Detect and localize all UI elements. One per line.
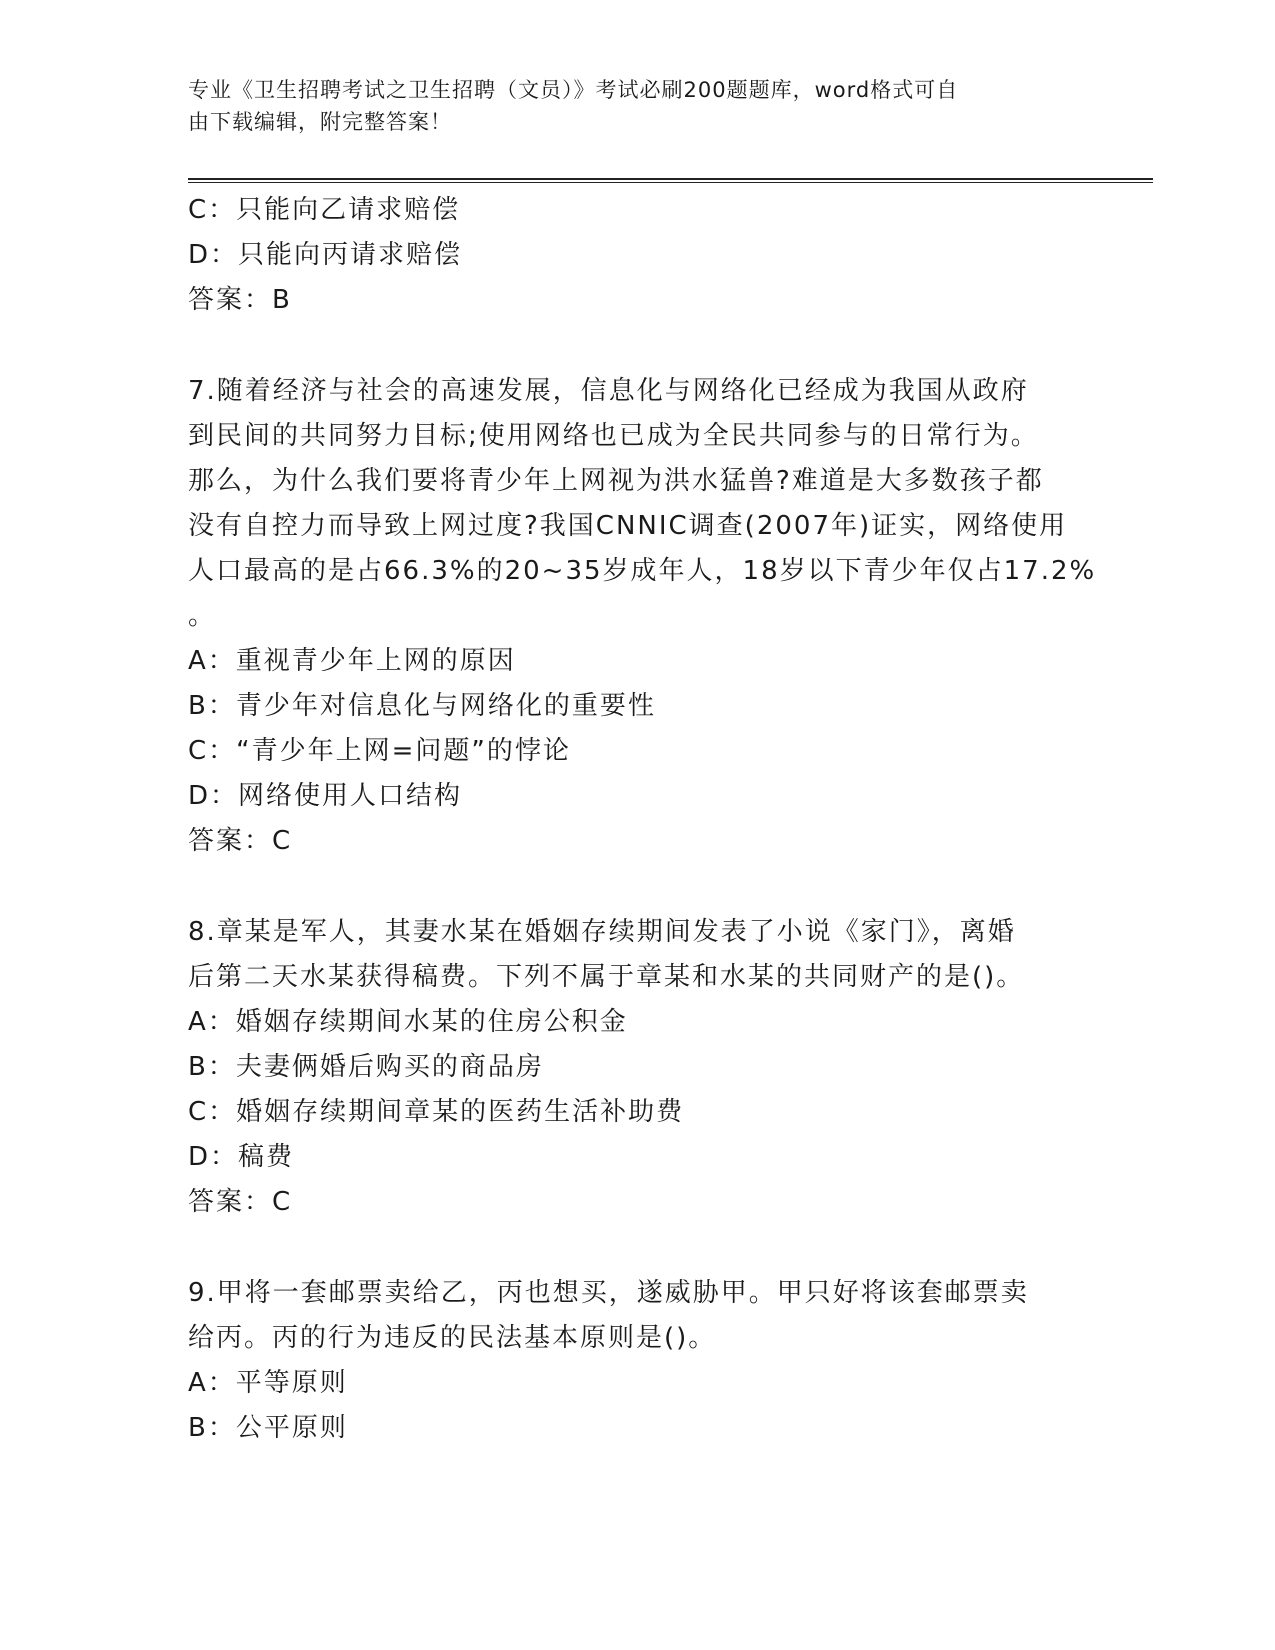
question-text-line: 7.随着经济与社会的高速发展，信息化与网络化已经成为我国从政府 — [188, 376, 1029, 406]
option-c: C：只能向乙请求赔偿 — [188, 195, 461, 225]
question-text-line: 。 — [188, 601, 217, 631]
answer-line: 答案：B — [188, 285, 292, 315]
option-a: A：婚姻存续期间水某的住房公积金 — [188, 1007, 628, 1037]
option-a: A：重视青少年上网的原因 — [188, 646, 516, 676]
question-text-line: 人口最高的是占66.3%的20~35岁成年人，18岁以下青少年仅占17.2% — [188, 556, 1097, 586]
question-text-line: 那么，为什么我们要将青少年上网视为洪水猛兽?难道是大多数孩子都 — [188, 466, 1044, 496]
option-c: C：“青少年上网=问题”的悖论 — [188, 736, 571, 766]
header-divider — [188, 178, 1153, 183]
option-b: B：夫妻俩婚后购买的商品房 — [188, 1052, 544, 1082]
option-b: B：公平原则 — [188, 1413, 348, 1443]
document-body — [188, 188, 1097, 1451]
option-c: C：婚姻存续期间章某的医药生活补助费 — [188, 1097, 685, 1127]
answer-line: 答案：C — [188, 1187, 293, 1217]
option-b: B：青少年对信息化与网络化的重要性 — [188, 691, 656, 721]
question-7 — [188, 369, 1097, 864]
question-text-line: 后第二天水某获得稿费。下列不属于章某和水某的共同财产的是()。 — [188, 962, 1025, 992]
document-header — [188, 74, 1068, 138]
question-text-line: 没有自控力而导致上网过度?我国CNNIC调查(2007年)证实，网络使用 — [188, 511, 1068, 541]
option-d: D：稿费 — [188, 1142, 295, 1172]
option-d: D：网络使用人口结构 — [188, 781, 463, 811]
option-a: A：平等原则 — [188, 1368, 348, 1398]
header-line-2: 由下载编辑，附完整答案！ — [188, 110, 452, 134]
question-text-line: 9.甲将一套邮票卖给乙，丙也想买，遂威胁甲。甲只好将该套邮票卖 — [188, 1278, 1029, 1308]
question-8 — [188, 910, 1088, 1225]
option-d: D：只能向丙请求赔偿 — [188, 240, 463, 270]
question-text-line: 给丙。丙的行为违反的民法基本原则是()。 — [188, 1323, 717, 1353]
question-text-line: 8.章某是军人，其妻水某在婚姻存续期间发表了小说《家门》，离婚 — [188, 917, 1016, 947]
question-text-line: 到民间的共同努力目标;使用网络也已成为全民共同参与的日常行为。 — [188, 421, 1039, 451]
answer-line: 答案：C — [188, 826, 293, 856]
question-9 — [188, 1271, 1088, 1451]
header-line-1: 专业《卫生招聘考试之卫生招聘（文员）》考试必刷200题题库，word格式可自 — [188, 78, 959, 102]
